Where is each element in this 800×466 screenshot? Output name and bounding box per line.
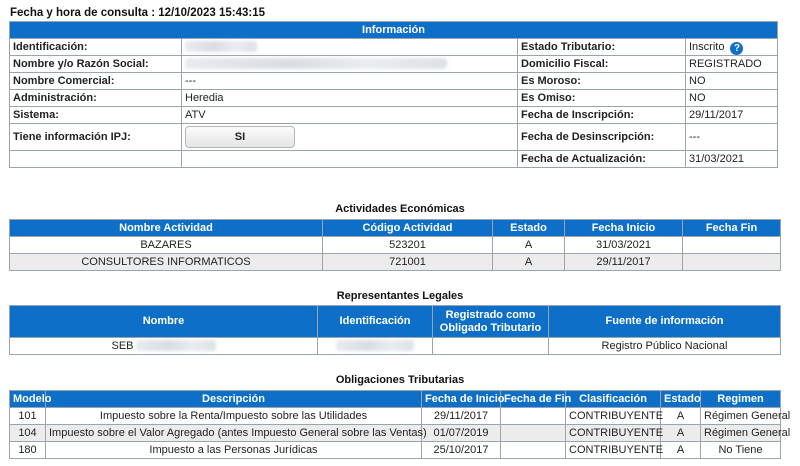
actividad-fecha-inicio: 31/03/2021 [565, 237, 683, 254]
col-estado: Estado [661, 391, 701, 408]
redacted-identificacion [185, 41, 257, 52]
estado-value: Inscrito [689, 40, 725, 53]
nombre-value [182, 56, 518, 73]
col-identificacion: Identificación [318, 306, 433, 338]
redacted-nombre [185, 58, 447, 69]
table-row [10, 425, 781, 442]
ipj-label: Tiene información IPJ: [10, 124, 182, 151]
obligacion-fecha-inicio: 25/10/2017 [422, 442, 501, 459]
table-row [10, 408, 781, 425]
sistema-label: Sistema: [10, 107, 182, 124]
obligaciones-table [9, 390, 791, 459]
representantes-table [9, 305, 781, 355]
omiso-value: NO [686, 90, 778, 107]
estado-label: Estado Tributario: [518, 39, 686, 56]
redacted-representante-id [336, 340, 414, 351]
col-nombre-actividad: Nombre Actividad [10, 220, 323, 237]
obligacion-modelo: 101 [10, 408, 46, 425]
actividad-codigo: 523201 [323, 237, 493, 254]
consult-timestamp: Fecha y hora de consulta : 12/10/2023 15:43:15 [10, 7, 266, 19]
administracion-label: Administración: [10, 90, 182, 107]
col-descripcion: Descripción [46, 391, 422, 408]
identificacion-label: Identificación: [10, 39, 182, 56]
obligacion-fecha-inicio: 29/11/2017 [422, 408, 501, 425]
domicilio-value: REGISTRADO [686, 56, 778, 73]
info-title: Información [10, 22, 778, 39]
obligacion-estado: A [661, 425, 701, 442]
obligacion-clasificacion: CONTRIBUYENTE [566, 408, 661, 425]
actividad-codigo: 721001 [323, 254, 493, 271]
obligacion-regimen: Régimen General [701, 408, 781, 425]
obligacion-descripcion: Impuesto a las Personas Jurídicas [46, 442, 422, 459]
col-clasificacion: Clasificación [566, 391, 661, 408]
table-row [10, 442, 781, 459]
nombre-label: Nombre y/o Razón Social: [10, 56, 182, 73]
obligacion-estado: A [661, 408, 701, 425]
col-modelo: Modelo [10, 391, 46, 408]
sistema-value: ATV [182, 107, 518, 124]
ipj-cell [182, 124, 518, 151]
col-estado: Estado [493, 220, 565, 237]
obligacion-descripcion: Impuesto sobre el Valor Agregado (antes Impuesto General sobre las Ventas) [46, 425, 422, 442]
identificacion-value [182, 39, 518, 56]
col-fecha-inicio: Fecha de Inicio [422, 391, 501, 408]
redacted-representante-nombre [136, 340, 216, 351]
info-table [9, 21, 778, 168]
obligacion-regimen: No Tiene [701, 442, 781, 459]
empty-cell [182, 151, 518, 168]
empty-cell [10, 151, 182, 168]
actividad-estado: A [493, 237, 565, 254]
obligacion-clasificacion: CONTRIBUYENTE [566, 425, 661, 442]
moroso-label: Es Moroso: [518, 73, 686, 90]
obligacion-clasificacion: CONTRIBUYENTE [566, 442, 661, 459]
obligacion-descripcion: Impuesto sobre la Renta/Impuesto sobre las Utilidades [46, 408, 422, 425]
col-fecha-fin: Fecha de Fin [501, 391, 566, 408]
actualizacion-value: 31/03/2021 [686, 151, 778, 168]
representante-identificacion [318, 338, 433, 355]
actividad-estado: A [493, 254, 565, 271]
representante-nombre [10, 338, 318, 355]
help-icon[interactable]: ? [730, 42, 743, 55]
administracion-value: Heredia [182, 90, 518, 107]
col-nombre: Nombre [10, 306, 318, 338]
obligacion-estado: A [661, 442, 701, 459]
comercial-value: --- [182, 73, 518, 90]
obligacion-modelo: 104 [10, 425, 46, 442]
moroso-value: NO [686, 73, 778, 90]
representantes-title: Representantes Legales [336, 290, 464, 302]
actividades-title: Actividades Económicas [335, 203, 465, 215]
omiso-label: Es Omiso: [518, 90, 686, 107]
inscripcion-value: 29/11/2017 [686, 107, 778, 124]
table-row [10, 237, 781, 254]
obligaciones-title: Obligaciones Tributarias [335, 374, 465, 386]
col-fecha-inicio: Fecha Inicio [565, 220, 683, 237]
obligacion-regimen: Régimen General [701, 425, 781, 442]
actualizacion-label: Fecha de Actualización: [518, 151, 686, 168]
col-fecha-fin: Fecha Fin [683, 220, 781, 237]
table-row [10, 338, 781, 355]
obligacion-fecha-inicio: 01/07/2019 [422, 425, 501, 442]
col-codigo-actividad: Código Actividad [323, 220, 493, 237]
actividad-nombre: CONSULTORES INFORMATICOS [10, 254, 323, 271]
estado-cell [686, 39, 778, 56]
inscripcion-label: Fecha de Inscripción: [518, 107, 686, 124]
desinscripcion-label: Fecha de Desinscripción: [518, 124, 686, 151]
ipj-si-button[interactable]: SI [185, 126, 295, 148]
obligacion-modelo: 180 [10, 442, 46, 459]
obligacion-fecha-fin [501, 408, 566, 425]
representante-nombre-text: SEB [111, 339, 134, 352]
representante-fuente: Registro Público Nacional [549, 338, 781, 355]
actividad-fecha-inicio: 29/11/2017 [565, 254, 683, 271]
comercial-label: Nombre Comercial: [10, 73, 182, 90]
col-regimen: Regimen [701, 391, 781, 408]
desinscripcion-value: --- [686, 124, 778, 151]
obligacion-fecha-fin [501, 425, 566, 442]
actividad-nombre: BAZARES [10, 237, 323, 254]
representante-registrado [433, 338, 549, 355]
col-fuente-informacion: Fuente de información [549, 306, 781, 338]
actividad-fecha-fin [683, 254, 781, 271]
col-registrado-obligado: Registrado como Obligado Tributario [433, 306, 549, 338]
table-row [10, 254, 781, 271]
actividad-fecha-fin [683, 237, 781, 254]
domicilio-label: Domicilio Fiscal: [518, 56, 686, 73]
obligacion-fecha-fin [501, 442, 566, 459]
actividades-table [9, 219, 781, 271]
